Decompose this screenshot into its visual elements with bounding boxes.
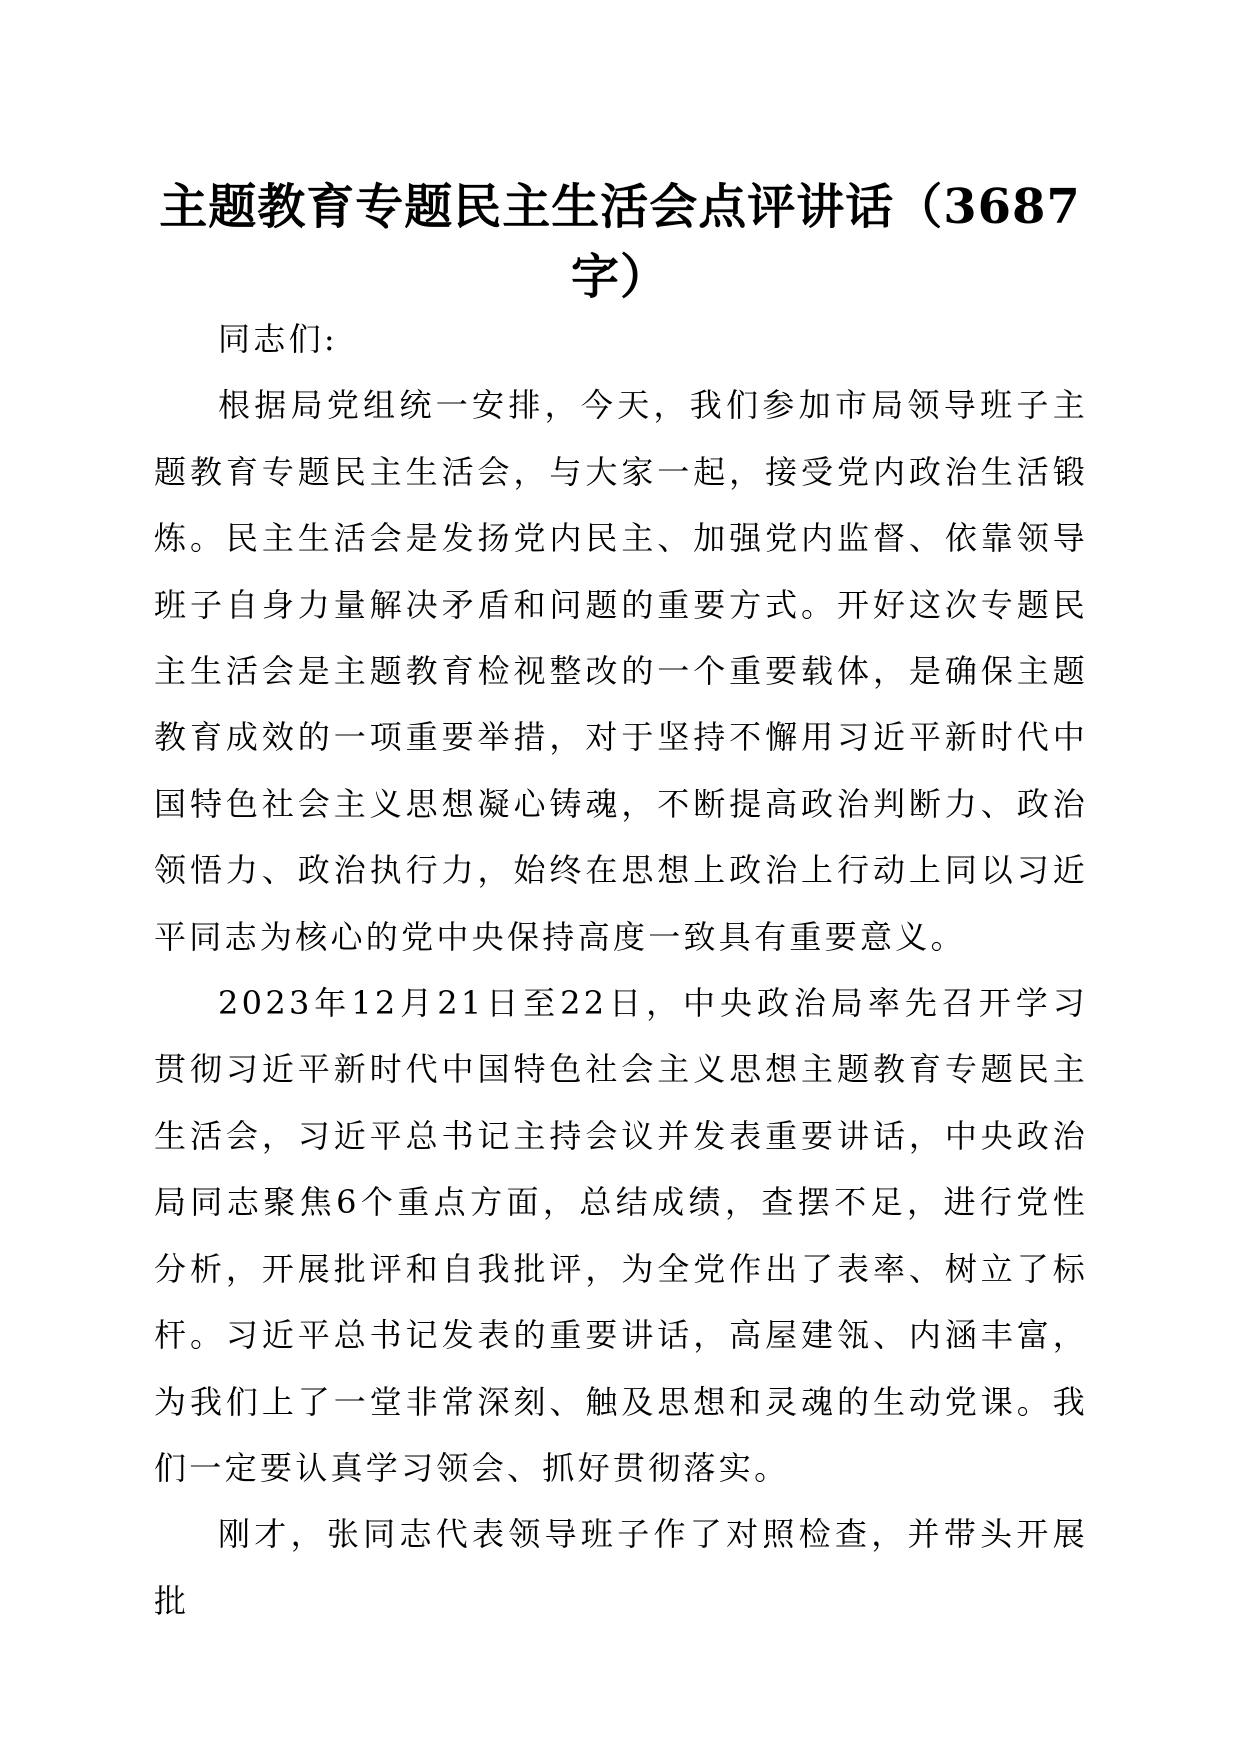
paragraph-3: 刚才，张同志代表领导班子作了对照检查，并带头开展批 [154,1515,1088,1620]
salutation: 同志们: [218,320,338,358]
paragraph-2: 2023年12月21日至22日，中央政治局率先召开学习贯彻习近平新时代中国特色社会主义思想主题教育专题民主生活会，习近平总书记主持会议并发表重要讲话，中央政治局同志聚焦6个重点方面，总结成绩，查摆不足，进行党性分析，开展批评和自我批评，为全党作出了表率、树立了标杆。习近平总书记发表的重要讲话，高屋建瓴、内涵丰富，为我们上了一堂非常深刻、触及思想和灵魂的生动党课。我们一定要认真学习领会、抓好贯彻落实。 [154,984,1088,1487]
document-body [154,306,1088,1634]
paragraph-1: 根据局党组统一安排，今天，我们参加市局领导班子主题教育专题民主生活会，与大家一起，接受党内政治生活锻炼。民主生活会是发扬党内民主、加强党内监督、依靠领导班子自身力量解决矛盾和问题的重要方式。开好这次专题民主生活会是主题教育检视整改的一个重要载体，是确保主题教育成效的一项重要举措，对于坚持不懈用习近平新时代中国特色社会主义思想凝心铸魂，不断提高政治判断力、政治领悟力、政治执行力，始终在思想上政治上行动上同以习近平同志为核心的党中央保持高度一致具有重要意义。 [154,386,1088,956]
document-title: 主题教育专题民主生活会点评讲话（3687字） [159,179,1081,305]
